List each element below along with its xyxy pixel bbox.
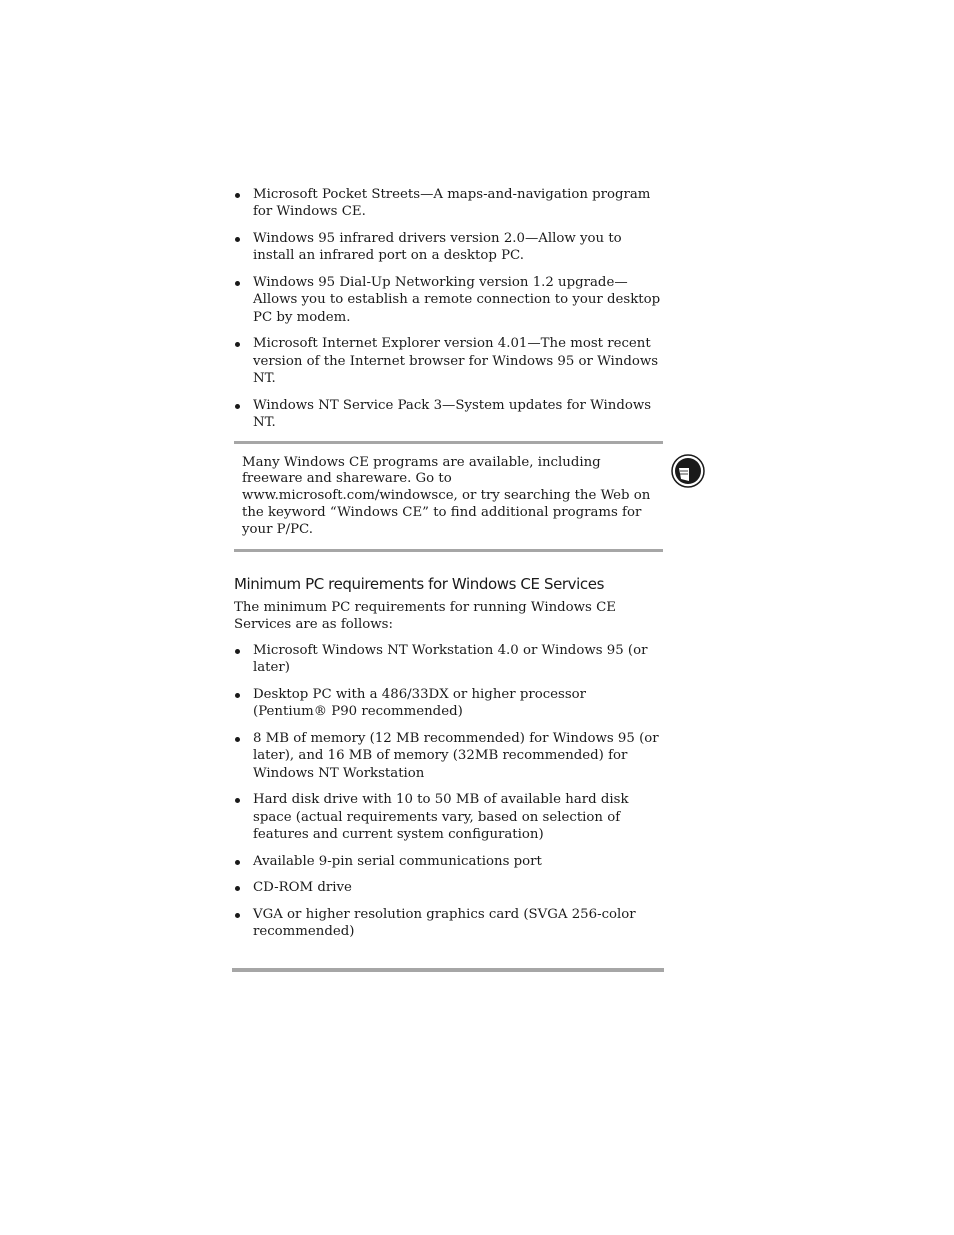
list-item: Hard disk drive with 10 to 50 MB of available hard disk space (actual requirements vary, based on selection of features and current system configuration)	[234, 791, 664, 843]
requirements-list	[234, 642, 664, 941]
list-item: Windows 95 infrared drivers version 2.0—Allow you to install an infrared port on a desktop PC.	[234, 230, 664, 265]
software-list	[234, 186, 664, 431]
list-item: Available 9-pin serial communications port	[234, 853, 664, 870]
list-item: Windows NT Service Pack 3—System updates for Windows NT.	[234, 397, 664, 432]
list-item: Windows 95 Dial-Up Networking version 1.2 upgrade—Allows you to establish a remote connection to your desktop PC by modem.	[234, 274, 664, 326]
list-item: CD-ROM drive	[234, 879, 664, 896]
page-content	[234, 186, 664, 950]
note-box	[234, 441, 663, 552]
note-icon	[670, 453, 706, 489]
section-intro: The minimum PC requirements for running Windows CE Services are as follows:	[234, 599, 616, 632]
note-text: Many Windows CE programs are available, including freeware and shareware. Go to www.microsoft.com/windowsce, or try searching the Web on the keyword “Windows CE” to find additional programs for your P/PC.	[242, 454, 651, 537]
list-item: Microsoft Internet Explorer version 4.01—The most recent version of the Internet browser for Windows 95 or Windows NT.	[234, 335, 664, 387]
list-item: 8 MB of memory (12 MB recommended) for Windows 95 (or later), and 16 MB of memory (32MB recommended) for Windows NT Workstation	[234, 730, 664, 782]
section-heading: Minimum PC requirements for Windows CE Services	[234, 574, 604, 593]
list-item: VGA or higher resolution graphics card (SVGA 256-color recommended)	[234, 906, 664, 941]
bottom-divider	[232, 968, 664, 972]
list-item: Microsoft Pocket Streets—A maps-and-navigation program for Windows CE.	[234, 186, 664, 221]
list-item: Microsoft Windows NT Workstation 4.0 or Windows 95 (or later)	[234, 642, 664, 677]
list-item: Desktop PC with a 486/33DX or higher processor (Pentium® P90 recommended)	[234, 686, 664, 721]
